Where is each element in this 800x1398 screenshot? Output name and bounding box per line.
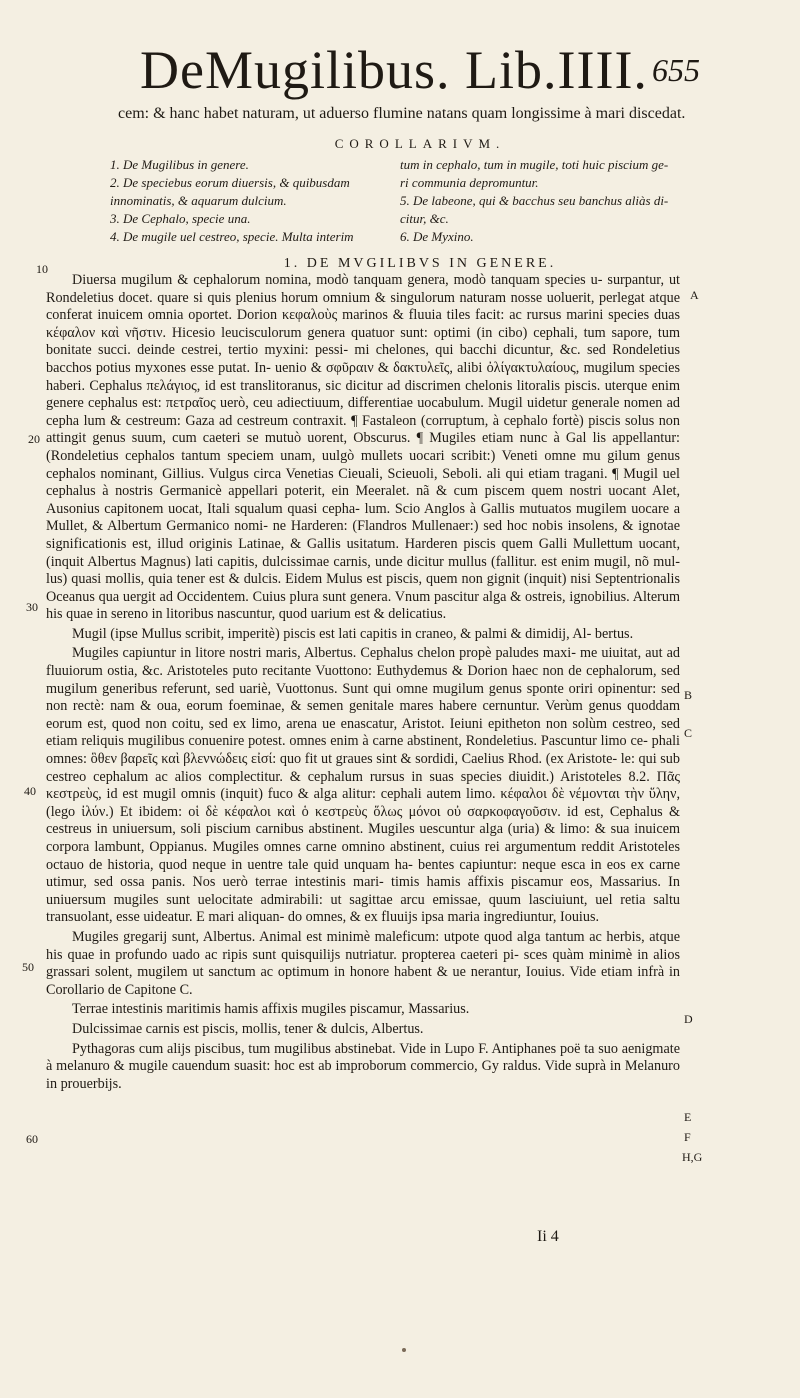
margin-letter: D (684, 1012, 693, 1026)
signature-mark: Ii 4 (537, 1228, 559, 1245)
contents-item: 5. De labeone, qui & bacchus seu banchus aliàs di- (400, 193, 669, 208)
margin-letter: E (684, 1110, 692, 1124)
paragraph: Mugil (ipse Mullus scribit, imperitè) piscis est lati capitis in craneo, & palmi & dimidij, Al- bertus. (72, 625, 634, 642)
contents-right-column (400, 156, 720, 246)
contents-item: innominatis, & aquarum dulcium. (110, 193, 287, 208)
ink-spot (402, 1348, 406, 1352)
page-title: DeMugilibus. Lib.IIII. (140, 40, 648, 100)
contents-item: 2. De speciebus eorum diuersis, & quibusdam (110, 175, 350, 190)
paragraph: Mugiles gregarij sunt, Albertus. Animal est minimè maleficum: utpote quod alga tantum ac herbis, atque his quae in profundo uado ac ripis sunt quisquilijs nutriatur. propterea caeteri pi- sces quàm minimè in alios grassari solent, mugilem ut sanctum ac optimum in honore habent & ue nerantur, Iouius. Vide etiam infrà in Corollario de Capitone C. (46, 928, 680, 998)
paragraph: Mugiles capiuntur in litore nostri maris, Albertus. Cephalus chelon propè paludes maxi- me uiuitat, aut ad fluuiorum ostia, &c. Aristoteles puto recitante Vuottono: Euthydemus & Dorion haec non de cephalorum, sed mugilum generibus referunt, sed uariè, Vuottonus. Sunt qui omne mugilum genus sponte oriri opinentur: sed non rectè: nam & oua, eorum foeminae, & semen genitale mares habere cernuntur. Verùm genus quoddam eorum est, quod non coitu, sed ex limo, arena ue enascatur, Aristot. Ieiuni epitheton non solùm cestreo, sed etiam reliquis mugilibus conuenire potest. omnes enim à carne abstinent, Rondeletius. Pascuntur limo ce- phali omnes: ὃθεν βαρεῖς καὶ βλεννώδεις εἰσί: quo fit ut graues sint & sordidi, Caelius Rhod. (ex Aristote- le: qui sub cestreo cephalum ac alios complectitur. & cephalum rursus in suas species diuidit.) Aristoteles 8.2. Πᾶς κεστρεὺς, id est mugil omnis (inquit) fuco & alga alitur: cephali autem limo. κέφαλοι δὲ νέμονται τὴν ὕλην, (lego ἰλύν.) Et ibidem: οἱ δὲ κέφαλοι καὶ ὁ κεστρεὺς ὅλως μόνοι οὐ σαρκοφαγοῦσιν. id est, Cephalus & cestreus in uniuersum, soli piscium carnibus abstinent. Mugiles uescuntur alga (uria) & limo: & sua inuicem corpora lambunt, Oppianus. Mugiles omnes carne omnino abstinent, cuius rei argumentum reddit Aristoteles octauo de historia, quod neque in uentre tale quid unquam ha- bentes capiuntur: neque esca in eos ex carne utimur, sed ossa panis. Nos uerò terrae intestinis mari- timis hamis affixis piscamur eos, Massarius. In uniuersum mugiles sunt uelocitate admirabili: ut sagittae arcu emissae, quum lasciuiunt, uel retia saltu transuolant, esse uideatur. E mari aliquan- do omnes, & ex fluuijs ipsa maria ingrediuntur, Iouius. (46, 645, 680, 926)
folio-number: 655 (652, 52, 700, 88)
margin-letter: C (684, 726, 693, 740)
intro-line: cem: & hanc habet naturam, ut aduerso flumine natans quam longissime à mari discedat. (118, 105, 686, 122)
paragraph: Terrae intestinis maritimis hamis affixis mugiles piscamur, Massarius. (72, 1001, 470, 1018)
line-number: 20 (28, 432, 40, 446)
contents-item: ri communia depromuntur. (400, 175, 539, 190)
margin-letter: B (684, 688, 693, 702)
section-heading: 1. DE MVGILIBVS IN GENERE. (283, 256, 557, 271)
line-number: 40 (24, 784, 36, 798)
contents-item: 1. De Mugilibus in genere. (110, 157, 249, 172)
margin-letter: A (690, 288, 699, 302)
corollarium-heading: COROLLARIVM. (334, 136, 506, 151)
contents-item: 3. De Cephalo, specie una. (110, 211, 251, 226)
line-number: 10 (36, 262, 48, 276)
line-number: 50 (22, 960, 34, 974)
contents-left-column (110, 156, 380, 246)
contents-item: 6. De Myxino. (400, 229, 474, 244)
body-text (46, 272, 680, 1095)
contents-item: citur, &c. (400, 211, 449, 226)
contents-item: 4. De mugile uel cestreo, specie. Multa interim (110, 229, 354, 244)
line-number: 60 (26, 1132, 38, 1146)
contents-item: tum in cephalo, tum in mugile, toti huic piscium ge- (400, 157, 669, 172)
paragraph: Pythagoras cum alijs piscibus, tum mugilibus abstinebat. Vide in Lupo F. Antiphanes poë ta suo aenigmate à melanuro & mugile cauendum suasit: hoc est ab improborum commercio, Gy raldus. Vide suprà in Melanuro in prouerbijs. (46, 1040, 680, 1092)
paragraph: Diuersa mugilum & cephalorum nomina, modò tanquam genera, modò tanquam species u- surpantur, ut Rondeletius docet. quare si quis plenius horum omnium & singulorum naturam nosse uoluerit, perlegat atque conferat inuicem omnia oportet. Dorion κεφαλοὺς marinos & fluuia tiles facit: ac rursus marini species duas κέφαλον καὶ νῆστιν. Hicesio leucisculorum genera quatuor sunt: optimi (in cibo) cephali, tum sapore, tum bonitate succi. deinde cestrei, tertio myxini: pessi- mi chelones, qui bacchi dicuntur, &c. sed Rondeletius bacchos potius myxones esse putat. In- uenio & σφῦραιν & δακτυλεῖς, alibi ὀλίγακτυλαίους, mugilum species haberi. Cephalus πελάγιος, id est translitoranus, sic dicitur ad discrimen chelonis litoralis piscis. uterque enim genere cephalus est: πετραῖος uerò, ceu adiectiuum, differentiae uocabulum. Mugil uidetur generale nomen ad cepha lum & cestreum: Gaza ad cestreum contraxit. ¶ Fastaleon (corruptum, à cephalo fortè) piscis solus non attingit genus suum, cum caeteri se mutuò uorent, Obscurus. ¶ Mugiles etiam nunc à Gal lis appellantur: (Rondeletius cephalos tantum speciem unam, uulgò mullets uocari scribit:) Veneti omne mu gilum genus cephalos nominant, Gillius. Vulgus circa Venetias Cieuali, Scieuoli, Seboli. ali qui etiam tragani. ¶ Mugil uel cephalus à nostris Germanicè appellari poterit, ein Meeralet. nã & cum piscem quem nostri uocant Alet, Ausonius capitonem uocat, Itali squalum quasi cepha- lum. Scio Anglos à Gallis mutuatos mugilem uocare a Mullet, & Albertum Germanico nomi- ne Harderen: (Flandros Mullenaer:) sed hoc nobis insolens, & ignotae significationis est, illud originis Latinae, & Gallis usitatum. Harderen piscis quem Galli Mullettum uocant, (inquit Albertus Magnus) lati capitis, dulcissimae carnis, unde dicitur mullus (fallitur. est enim mugil, nõ mul- lus) quasi mollis, quia tener est & dulcis. Eidem Mulus est piscis, quem non gignit (inquit) nisi Septentrionalis Oceanus qua uergit ad Occidentem. Cuius plura sunt genera. Vnum pascitur alga & ostreis, ignobilius. Alterum his quae in sereno in litoribus nascuntur, quod uarium est & delicatius. (46, 272, 680, 623)
running-header (140, 40, 700, 100)
margin-letter: F (684, 1130, 691, 1144)
paragraph: Dulcissimae carnis est piscis, mollis, tener & dulcis, Albertus. (72, 1020, 424, 1037)
line-number: 30 (26, 600, 38, 614)
margin-letter: H,G (682, 1150, 703, 1164)
